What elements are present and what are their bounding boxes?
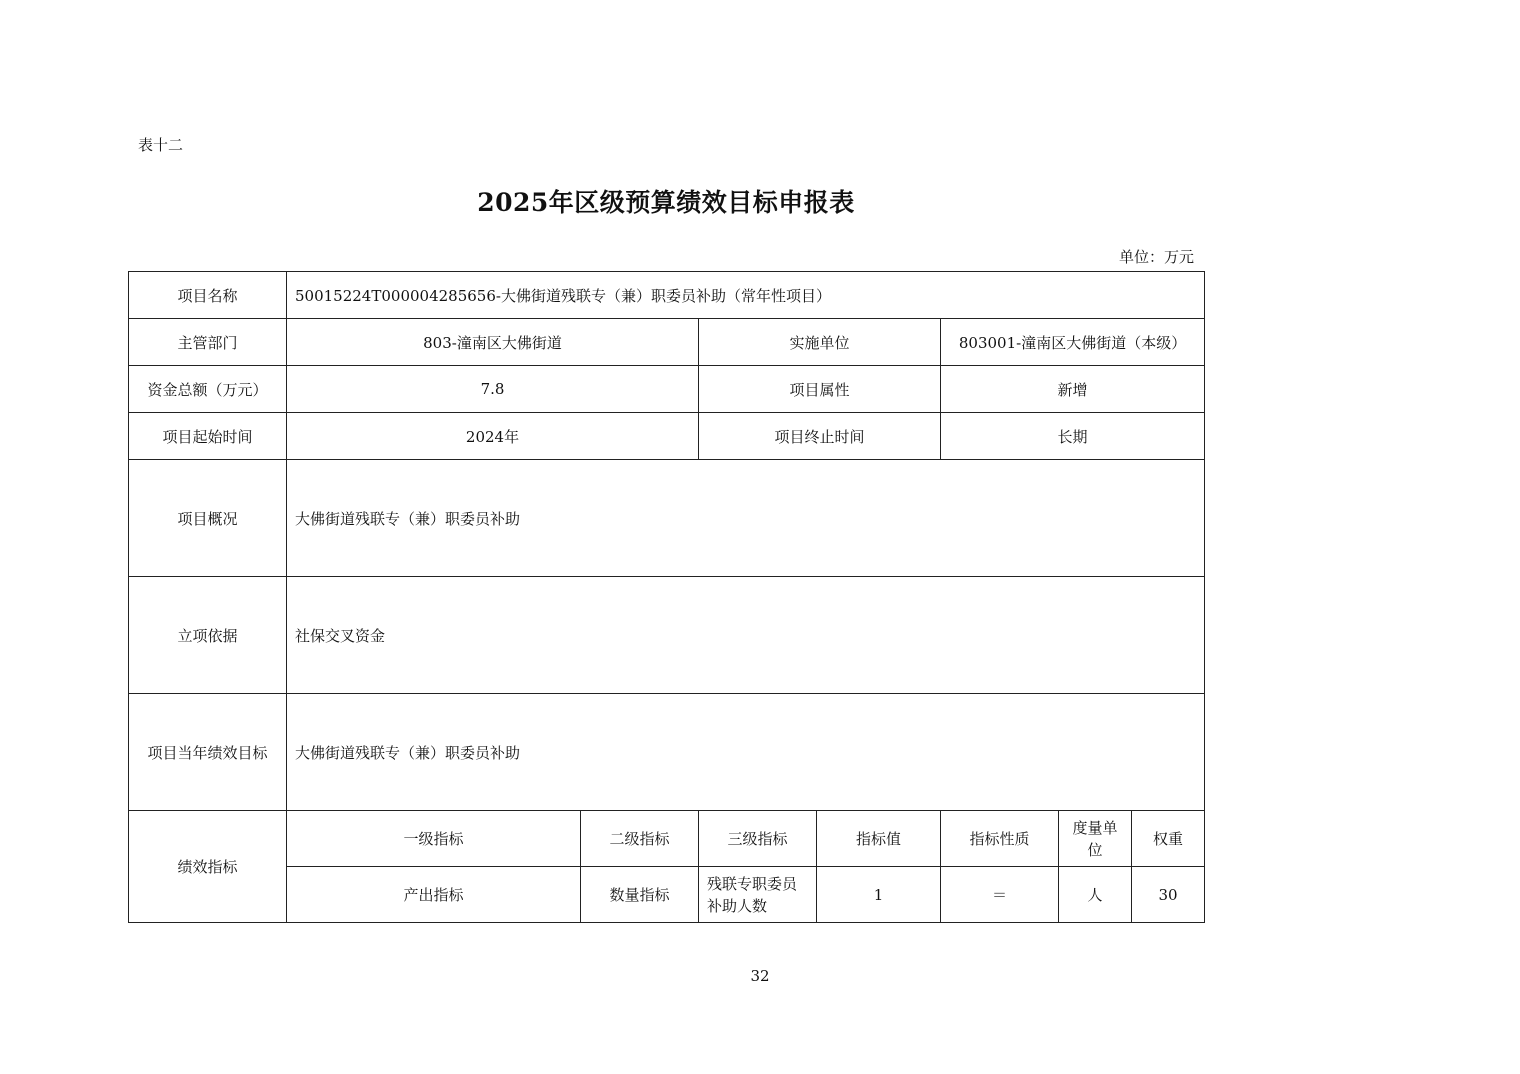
indicator-value: 1: [817, 867, 941, 923]
dept-value: 803-潼南区大佛街道: [287, 319, 699, 366]
overview-label: 项目概况: [129, 460, 287, 577]
budget-performance-table: [128, 271, 1205, 923]
indicator-unit: 人: [1059, 867, 1132, 923]
annual-goal-value: 大佛街道残联专（兼）职委员补助: [287, 694, 1205, 811]
impl-unit-value: 803001-潼南区大佛街道（本级）: [941, 319, 1205, 366]
table-row: [129, 577, 1205, 694]
indicator-weight: 30: [1132, 867, 1205, 923]
indicator-header-row: [129, 811, 1205, 867]
table-row: [129, 272, 1205, 319]
basis-label: 立项依据: [129, 577, 287, 694]
table-row: [129, 460, 1205, 577]
annual-goal-label: 项目当年绩效目标: [129, 694, 287, 811]
unit-label: 单位：万元: [1118, 248, 1194, 266]
header-weight: 权重: [1132, 811, 1205, 867]
dept-label: 主管部门: [129, 319, 287, 366]
overview-value: 大佛街道残联专（兼）职委员补助: [287, 460, 1205, 577]
table-row: [129, 319, 1205, 366]
project-attr-value: 新增: [941, 366, 1205, 413]
document-title: 2025年区级预算绩效目标申报表: [477, 188, 855, 217]
indicator-level2: 数量指标: [581, 867, 699, 923]
impl-unit-label: 实施单位: [699, 319, 941, 366]
header-nature: 指标性质: [941, 811, 1059, 867]
header-unit: 度量单位: [1059, 811, 1132, 867]
page-number: 32: [750, 967, 770, 985]
indicator-level1: 产出指标: [287, 867, 581, 923]
fund-total-label: 资金总额（万元）: [129, 366, 287, 413]
indicator-row: [129, 867, 1205, 923]
indicator-level3: 残联专职委员补助人数: [699, 867, 817, 923]
header-level2: 二级指标: [581, 811, 699, 867]
fund-total-value: 7.8: [287, 366, 699, 413]
start-time-label: 项目起始时间: [129, 413, 287, 460]
indicators-section-label: 绩效指标: [129, 811, 287, 923]
basis-value: 社保交叉资金: [287, 577, 1205, 694]
end-time-label: 项目终止时间: [699, 413, 941, 460]
header-value: 指标值: [817, 811, 941, 867]
start-time-value: 2024年: [287, 413, 699, 460]
project-attr-label: 项目属性: [699, 366, 941, 413]
header-level3: 三级指标: [699, 811, 817, 867]
table-row: [129, 413, 1205, 460]
header-level1: 一级指标: [287, 811, 581, 867]
table-row: [129, 366, 1205, 413]
project-name-value: 50015224T000004285656-大佛街道残联专（兼）职委员补助（常年性项目）: [287, 272, 1205, 319]
table-row: [129, 694, 1205, 811]
project-name-label: 项目名称: [129, 272, 287, 319]
end-time-value: 长期: [941, 413, 1205, 460]
page-label: 表十二: [138, 136, 184, 154]
indicator-nature: ＝: [941, 867, 1059, 923]
